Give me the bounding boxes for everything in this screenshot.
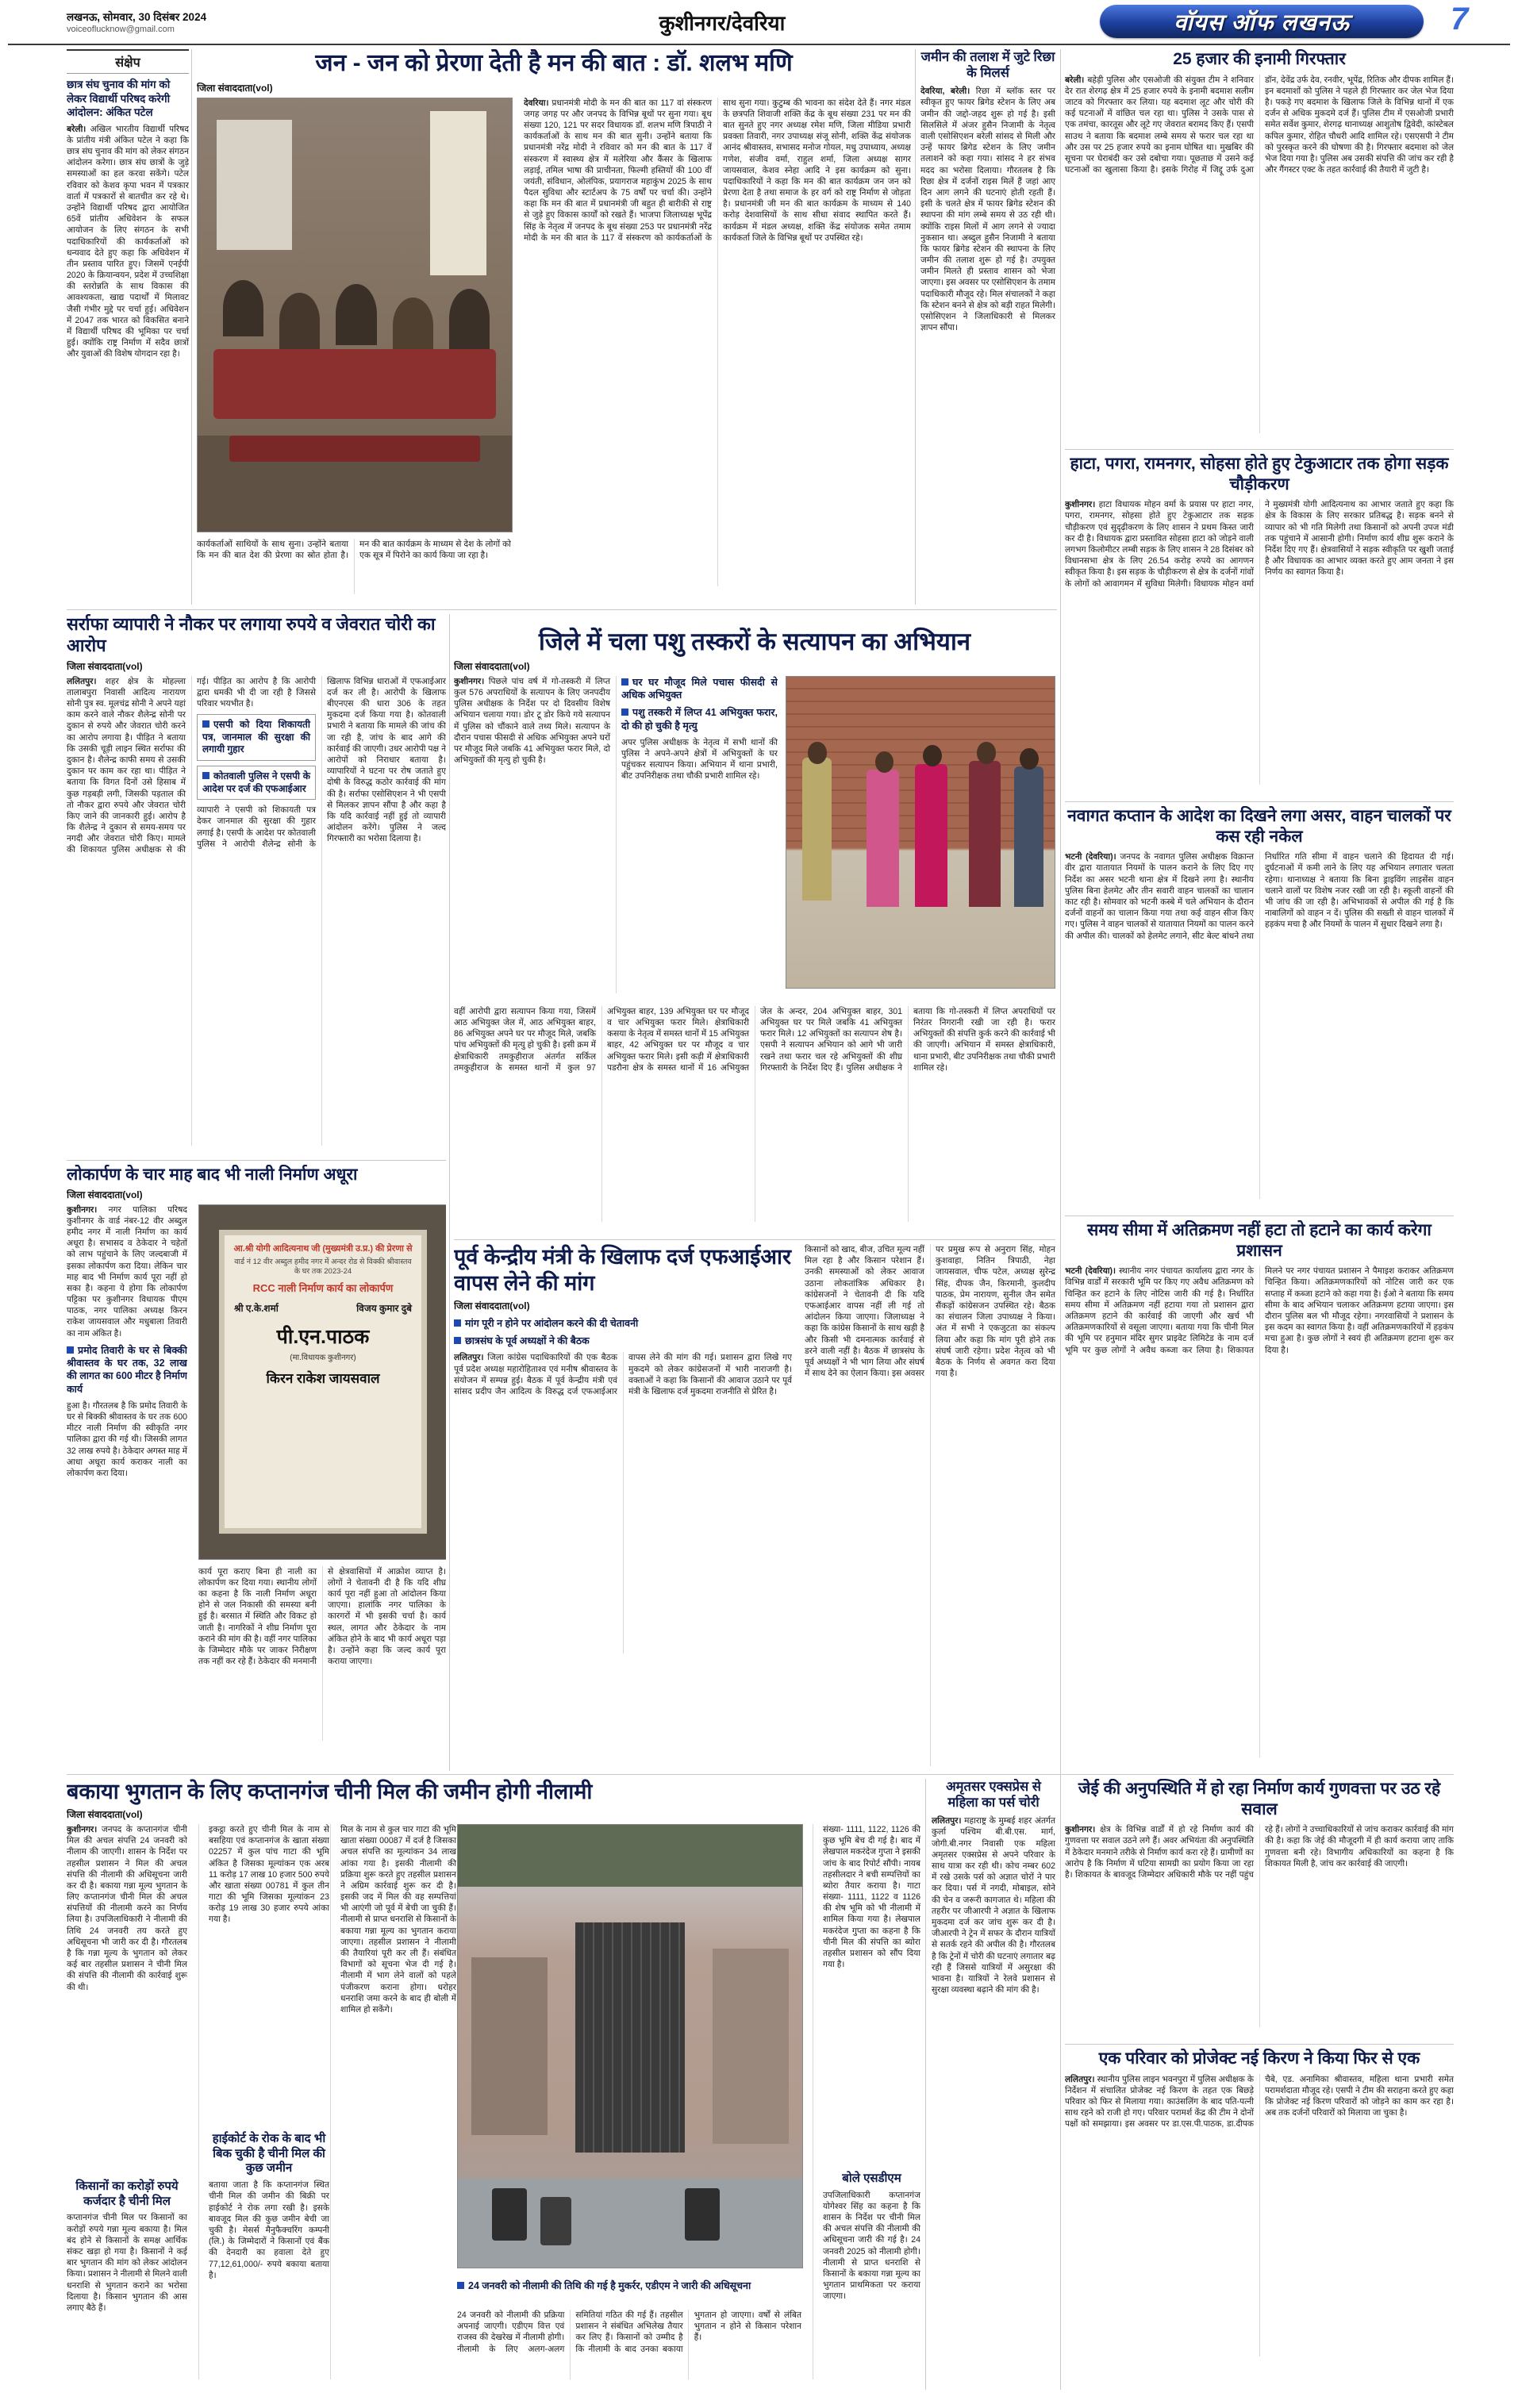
boxed-subhead: [197, 766, 316, 800]
plaque-line: आ.श्री योगी आदित्यनाथ जी (मुख्यमंत्री उ.प्र.) की प्रेरणा से: [233, 1243, 413, 1254]
photo-shape: [336, 284, 376, 344]
body-text: शहर क्षेत्र के मोहल्ला तालाबपुरा निवासी आदित्य नारायण सोनी पुत्र स्व. मूलचंद्र सोनी ने अपने यहां काम करने वाले नौकर शैलेन्द्र सोनी पर दुकान से रुपये और जेवरात चोरी करने का आरोप लगाया है। पीड़ित ने बताया कि उसकी चूड़ी लाइन स्थित सर्राफा की दुकान है। शैलेन्द्र काफी समय से उसकी दुकान पर काम कर रहा था। पीड़ित ने बताया कि विगत दिनों उसे हिसाब में कुछ गड़बड़ी लगी, जिसकी पड़ताल की तो नौकर द्वारा रुपये और जेवरात चोरी किए जाने की जानकारी हुई। आरोप है कि शैलेन्द्र ने दुकान से समय-समय पर नगदी और जेवरात चोरी किए। मामले की शिकायत पुलिस अधीक्षक से की गई। पीड़ित का आरोप है कि आरोपी द्वारा धमकी भी दी जा रही है जिससे परिवार भयभीत है।: [67, 676, 316, 855]
subhead-bullet: [457, 2279, 801, 2292]
body-text: बहेड़ी पुलिस और एसओजी की संयुक्त टीम ने शनिवार देर रात शेरगढ़ क्षेत्र में 25 हजार रुपये के इनामी बदमाश सलीम जाटव को गिरफ्तार कर लिया। यह बदमाश लूट और चोरी की कई घटनाओं में वांछित चल रहा था। पुलिस ने उसके पास से एक तमंचा, कारतूस और लूटे गए जेवरात बरामद किए हैं। एसपी साउथ ने बताया कि बदमाश लम्बे समय से फरार चल रहा था और उस पर 25 हजार रुपये का इनाम घोषित था। मुखबिर की सूचना पर घेराबंदी कर उसे दबोचा गया। पूछताछ में उसने कई घटनाओं का खुलासा किया है। इसके गिरोह में जिद्दू उर्फ दुआ डॉन, देवेंद्र उर्फ देव, रनवीर, भूपेंद्र, रितिक और दीपक शामिल हैं। इन बदमाशों को पुलिस ने पहले ही गिरफ्तार कर जेल भेज दिया है। पकड़े गए बदमाश के खिलाफ जिले के विभिन्न थानों में एक दर्जन से अधिक मुकदमे दर्ज हैं। पुलिस टीम में एसओजी प्रभारी समेत सर्वेश कुमार, शेरगढ़ थानाध्यक्ष आशुतोष द्विवेदी, कांस्टेबल कपिल कुमार, रोहित चौधरी आदि शामिल रहे। एसएसपी ने टीम को पुरस्कृत करने की घोषणा की है। गिरफ्तार बदमाश को जेल भेज दिया गया है। पुलिस अब उसकी संपत्ति की जांच कर रही है और गैंगस्टर एक्ट के तहत कार्रवाई की तैयारी में जुटी है।: [1065, 75, 1454, 175]
article-body: [67, 124, 189, 568]
inauguration-plaque-photo: [198, 1204, 446, 1560]
body-text: कार्य पूरा कराए बिना ही नाली का लोकार्पण कर दिया गया। स्थानीय लोगों का कहना है कि नाली निर्माण अधूरा होने से जल निकासी की समस्या बनी हुई है। बरसात में स्थिति और विकट हो जाती है। नागरिकों ने शीघ्र निर्माण पूरा कराने की मांग की है। वहीं नगर पालिका के जिम्मेदार मौके पर जाकर निरीक्षण तक नहीं कर रहे हैं। ठेकेदार की मनमानी से क्षेत्रवासियों में आक्रोश व्याप्त है। लोगों ने चेतावनी दी है कि यदि शीघ्र कार्य पूरा नहीं हुआ तो आंदोलन किया जाएगा। हालांकि नगर पालिका के कारगरों में भी इसकी चर्चा है। कार्य स्थल, लागत और ठेकेदार के नाम अंकित होने के बाद भी कार्य अधूरा पड़ा है। उन्होंने कहा कि जल्द कार्य पूरा कराया जाएगा।: [198, 1566, 446, 1667]
sub-article-body: [67, 2212, 187, 2363]
bullet-square-icon: [454, 1319, 461, 1327]
article-cattle-smugglers: [454, 627, 1055, 1236]
email-address: voiceoflucknow@gmail.com: [67, 25, 175, 34]
article-purse-theft: [932, 1779, 1055, 2390]
sub-article-body: [209, 2179, 329, 2362]
article-body: [1065, 851, 1454, 1199]
dateline: कुशीनगर।: [1065, 500, 1096, 510]
article-body-col3: [330, 1824, 456, 2379]
section-divider: [67, 609, 1057, 610]
plaque: [219, 1230, 427, 1534]
masthead: [1100, 5, 1424, 38]
dateline: बरेली।: [1065, 75, 1085, 85]
article-project-nai-kiran: [1065, 2049, 1454, 2390]
dateline: कुशीनगर।: [454, 676, 485, 686]
plaque-name-mla: पी.एन.पाठक: [276, 1326, 370, 1349]
photo-shape: [458, 1825, 802, 1887]
bullet-square-icon: [454, 1337, 461, 1344]
article-body: [454, 1352, 792, 1653]
body-text: 24 जनवरी को नीलामी की प्रक्रिया अपनाई जाएगी। एडीएम वित्त एवं राजस्व की देखरेख में नीलामी होगी। नीलामी के लिए अलग-अलग समितियां गठित की गई हैं। तहसील प्रशासन ने संबंधित अभिलेख तैयार कर लिए हैं। किसानों को उम्मीद है कि नीलामी के बाद उनका बकाया भुगतान हो जाएगा। वर्षों से लंबित भुगतान न होने से किसान परेशान हैं।: [457, 2310, 801, 2354]
photo-shape: [1020, 748, 1039, 770]
body-text: हाटा विधायक मोहन वर्मा के प्रयास पर हाटा नगर, पगरा, रामनगर, सोहसा होते हुए टेकुआटार तक सड़क चौड़ीकरण एवं सुदृढ़ीकरण के लिए शासन ने प्रथम किस्त जारी कर दी है। विधायक द्वारा प्रस्तावित सोहसा हाटा को जोड़ने वाली लगभग किलोमीटर लम्बी सड़क के लिए शासन ने 28 दिसंबर को विधानसभा क्षेत्र के लिए 26.54 करोड़ रुपये का आगणन स्वीकृत किया है। इस सड़क के चौड़ीकरण से क्षेत्र के दर्जनों गांवों के लोगों को आवागमन में सुविधा मिलेगी। विधायक मोहन वर्मा ने मुख्यमंत्री योगी आदित्यनाथ का आभार जताते हुए कहा कि क्षेत्र के विकास के लिए सरकार प्रतिबद्ध है। सड़क बनने से व्यापार को भी गति मिलेगी तथा किसानों को अपनी उपज मंडी तक पहुंचाने में आसानी होगी। निर्माण कार्य शीघ्र शुरू कराने के निर्देश दिए गए हैं। क्षेत्रवासियों ने सड़क स्वीकृति पर खुशी जताई है और विधायक का आभार व्यक्त करते हुए आम जनता ने इस निर्णय का स्वागत किया है।: [1065, 500, 1454, 589]
byline: जिला संवाददाता(vol): [197, 82, 273, 94]
photo-shape: [471, 1957, 547, 2134]
article-body-col2: [209, 1824, 329, 2126]
photo-shape: [540, 2197, 571, 2245]
sub-article-headline: बोले एसडीएम: [842, 2171, 901, 2185]
byline: जिला संवाददाता(vol): [67, 1808, 143, 1820]
masthead-title: वॉयस ऑफ लखनऊ: [1174, 10, 1350, 36]
dateline: ललितपुर।: [67, 676, 97, 686]
body-text: कार्यकर्ताओं साथियों के साथ सुना। उन्होंने बताया कि मन की बात देश की प्रेरणा का स्रोत होता है। मन की बात कार्यक्रम के माध्यम से देश के लोगों को एक सूत्र में पिरोने का कार्य किया जा रहा है।: [197, 539, 511, 560]
column-divider: [1060, 49, 1061, 2390]
article-body: [1065, 1265, 1454, 1757]
photo-shape: [867, 770, 899, 906]
article-body: [67, 1204, 187, 1741]
meeting-photo: [197, 98, 513, 532]
dateline: बरेली।: [67, 124, 86, 134]
body-text: वहीं आरोपी द्वारा सत्यापन किया गया, जिसमें आठ अभियुक्त जेल में, आठ अभियुक्त बाहर, 86 अभियुक्त अपने घर पर मौजूद मिले, जबकि पांच अभियुक्तों की मृत्यु हो चुकी है। इसी क्रम में क्षेत्राधिकारी तमकुहीराज अंतर्गत सर्किल तमकुहीराज के समस्त थानों में कुल 97 अभियुक्त बाहर, 139 अभियुक्त घर पर मौजूद व चार अभियुक्त फरार मिले। क्षेत्राधिकारी कसया के नेतृत्व में समस्त थानों में 15 अभियुक्त बाहर, 42 अभियुक्त घर पर मौजूद व चार अभियुक्त फरार मिले। इसी कड़ी में क्षेत्राधिकारी पडरौना क्षेत्र के समस्त थानों में 16 अभियुक्त जेल के अन्दर, 204 अभियुक्त बाहर, 301 अभियुक्त घर पर मिले जबकि 41 अभियुक्त फरार मिले। 12 अभियुक्तों का सत्यापन शेष है। एसपी ने सत्यापन अभियान को आगे भी जारी रखने तथा फरार चल रहे अभियुक्तों की शीघ्र गिरफ्तारी के निर्देश दिए हैं। पुलिस अधीक्षक ने बताया कि गो-तस्करी में लिप्त अपराधियों पर निरंतर निगरानी रखी जा रही है। फरार अभियुक्तों की संपत्ति कुर्क करने की कार्रवाई भी की जाएगी। अभियान में समस्त क्षेत्राधिकारी, थाना प्रभारी, बीट उपनिरीक्षक तथा चौकी प्रभारी शामिल रहे।: [454, 1006, 1055, 1073]
subhead-text: कोतवाली पुलिस ने एसपी के आदेश पर दर्ज की एफआईआर: [202, 770, 310, 794]
article-headline: एक परिवार को प्रोजेक्ट नई किरण ने किया फिर से एक: [1098, 2049, 1420, 2068]
article-encroachment-notice: [1065, 1220, 1454, 1771]
photo-shape: [802, 758, 832, 901]
header-rule: [8, 44, 1510, 45]
photo-shape: [223, 280, 263, 336]
article-je-absent-quality: [1065, 1779, 1454, 2041]
column-divider: [191, 49, 192, 605]
subhead-text: पशु तस्करी में लिप्त 41 अभियुक्त फरार, दो की हो चुकी है मृत्यु: [621, 707, 778, 732]
boxed-subhead: [197, 714, 316, 761]
body-text: महाराष्ट्र के मुम्बई शहर अंतर्गत कुर्ला पश्चिम बी.बी.एस. मार्ग, जोगी.बी.नगर निवासी एक महिला अमृतसर एक्सप्रेस से अपने परिवार के साथ यात्रा कर रही थी। कोच नम्बर 602 में रखे उसके पर्स को अज्ञात चोरों ने पार कर दिया। पर्स में नगदी, मोबाइल, सोने की चेन व जरूरी कागजात थे। महिला की तहरीर पर जीआरपी ने अज्ञात के खिलाफ मुकदमा दर्ज कर जांच शुरू कर दी है। जीआरपी ने ट्रेन में सफर के दौरान यात्रियों से सतर्क रहने की अपील की है। गौरतलब है कि ट्रेनों में चोरी की घटनाएं लगातार बढ़ रही हैं जिससे यात्रियों में असुरक्षा की भावना है। यात्रियों ने रेलवे प्रशासन से सुरक्षा व्यवस्था बढ़ाने की मांग की है।: [932, 1816, 1055, 1995]
article-inami-arrest: [1065, 49, 1454, 446]
subhead-bullet: [621, 706, 778, 732]
article-headline: जन - जन को प्रेरणा देती है मन की बात : डॉ. शलभ मणि: [315, 50, 793, 76]
dateline: देवरिया।: [524, 98, 549, 108]
body-text: जनपद के नवागत पुलिस अधीक्षक विक्रान्त वीर द्वारा यातायात नियमों के पालन कराने के लिए दिए गए निर्देश का असर भटनी थाना क्षेत्र में दिखने लगा है। स्थानीय पुलिस बिना हेलमेट और तीन सवारी वाहन चालकों का चालान काट रही है। सोमवार को भटनी कस्बे में चले अभियान के दौरान दर्जनों वाहनों का चालान किया गया तथा कई वाहन सीज किए गए। पुलिस ने वाहन चालकों से यातायात नियमों का पालन करने की अपील की। चालकों को हेलमेट लगाने, सीट बेल्ट बांधने तथा निर्धारित गति सीमा में वाहन चलाने की हिदायत दी गई। दुर्घटनाओं में कमी लाने के लिए यह अभियान लगातार चलता रहेगा। थानाध्यक्ष ने बताया कि बिना ड्राइविंग लाइसेंस वाहन चलाने वालों पर विशेष नजर रखी जा रही है। स्कूली वाहनों की भी जांच की जा रही है। अभिभावकों से अपील की गई है कि नाबालिगों को वाहन न दें। पुलिस की सख्ती से वाहन चालकों में हड़कंप मचा है और नियमों के पालन में सुधार दिखने लगा है।: [1065, 852, 1454, 941]
bullet-square-icon: [202, 772, 209, 779]
article-headline: जमीन की तलाश में जुटे रिछा के मिलर्स: [920, 50, 1055, 81]
subhead-text: छात्रसंघ के पूर्व अध्यक्षों ने की बैठक: [465, 1335, 590, 1347]
body-text: किसानों को खाद, बीज, उचित मूल्य नहीं मिल रहा है और किसान परेशान हैं। उनकी समस्याओं को लेकर आवाज उठाना लोकतांत्रिक अधिकार है। कांग्रेसजनों ने चेतावनी दी कि यदि एफआईआर वापस नहीं ली गई तो आंदोलन किया जाएगा। जिलाध्यक्ष ने कहा कि कांग्रेस किसानों के साथ खड़ी है और किसी भी दमनात्मक कार्रवाई से डरने वाली नहीं है। बैठक में छात्रसंघ के पूर्व अध्यक्षों ने भी भाग लिया और संघर्ष में साथ देने का ऐलान किया। इस अवसर पर प्रमुख रूप से अनुराग सिंह, मोहन कुशवाहा, नितिन त्रिपाठी, नेहा जायसवाल, चीफ पटेल, अध्यक्ष सुरेन्द्र सिंह, दीपक जैन, किरमानी, कुलदीप पाठक, प्रेम नारायण, सुनील जैन समेत सैंकड़ों कांग्रेसजन उपस्थित रहे। बैठक का संचालन जिला उपाध्यक्ष ने किया। अंत में सभी ने एकजुटता का संकल्प लिया और कहा कि मांग पूरी होने तक संघर्ष जारी रहेगा। प्रदेश नेतृत्व को भी बैठक के निर्णय से अवगत करा दिया गया है।: [805, 1245, 1055, 1379]
section-divider: [1065, 2044, 1454, 2045]
article-sarrafa-theft: [67, 614, 446, 1157]
subhead-bullet: [454, 1335, 792, 1347]
photo-shape: [393, 298, 433, 354]
section-divider: [67, 1160, 446, 1161]
article-richa-millers: [920, 49, 1055, 606]
photo-shape: [279, 293, 320, 349]
byline: जिला संवाददाता(vol): [454, 660, 530, 672]
article-body: [1065, 2074, 1454, 2356]
article-road-widening: [1065, 454, 1454, 798]
article-headline: छात्र संघ चुनाव की मांग को लेकर विद्यार्थी परिषद करेगी आंदोलन: अंकित पटेल: [67, 79, 171, 119]
sub-article-headline: किसानों का करोड़ों रुपये कर्जदार है चीनी मिल: [75, 2179, 179, 2208]
article-body: [920, 86, 1055, 586]
photo-shape: [430, 111, 486, 275]
article-body: [1065, 499, 1454, 785]
dateline: भटनी (देवरिया)।: [1065, 852, 1116, 862]
body-text: प्रधानमंत्री मोदी के मन की बात का 117 वां संस्करण जगह जगह पर और जनपद के विभिन्न बूथों पर सुना गया। बूथ संख्या 120, 121 पर सदर विधायक डॉ. शलभ मणि त्रिपाठी ने कार्यकर्ताओं के साथ मन की बात सुनी। उन्होंने बताया कि प्रधानमंत्री नरेंद्र मोदी ने रविवार को मन की बात के 117 वें संस्करण में स्वास्थ्य क्षेत्र में मलेरिया और कैंसर के खिलाफ लड़ाई, तमिल भाषा की प्राचीनता, फिल्मी हस्तियों की 100 वीं जयंती, संविधान, ओलंपिक, प्रयागराज महाकुंभ 2025 के साथ पैदल सुविधा और स्टार्टअप के 75 वर्षों पर चर्चा की। उन्होंने कहा कि मन की बात में प्रधानमंत्री जी बहुत ही बारीकी से राष्ट्र से जुड़े हुए विकास कार्यों को रखते हैं। भाजपा जिलाध्यक्ष भूपेंद्र सिंह के नेतृत्व में जनपद के बूथ संख्या 253 पर प्रधानमंत्री नरेंद्र मोदी के मन की बात के 117 वें संस्करण को कार्यकर्ताओं के साथ सुना गया। कुटुम्ब की भावना का संदेश देते हैं। नगर मंडल के छत्रपति शिवाजी शक्ति केंद्र के बूथ संख्या 231 पर मन की बात सुनते हुए नगर अध्यक्ष रमेश मणि, जिला मीडिया प्रभारी प्रवक्ता तिवारी, नगर उपाध्यक्ष संजू सोनी, शक्ति केंद्र संयोजक आनंद श्रीवास्तव, सभासद मनोज गोयल, मधु उपाध्याय, अध्यक्ष गणेश, संजीव वर्मा, राहुल शर्मा, जिला अध्यक्ष सागर जायसवाल, केशव स्नेहा आदि ने इस कार्यक्रम को सुना। पदाधिकारियों ने कहा कि मन की बात कार्यक्रम जन जन को प्रेरणा देता है तथा समाज के हर वर्ग को राष्ट्र निर्माण से जोड़ता है। प्रधानमंत्री जी मन की बात कार्यक्रम के माध्यम से 140 करोड़ देशवासियों के साथ सीधा संवाद स्थापित करते हैं। कार्यक्रम में मंडल अध्यक्ष, शक्ति केंद्र संयोजक समेत तमाम कार्यकर्ता जिले के विभिन्न बूथों पर उपस्थित रहे।: [524, 98, 911, 243]
subhead-text: घर घर मौजूद मिले पचास फीसदी से अधिक अभियुक्त: [621, 676, 778, 701]
photo-shape: [575, 1922, 686, 2153]
sub-article-body: [823, 2190, 920, 2364]
article-headline: 25 हजार की इनामी गिरफ्तार: [1173, 50, 1346, 68]
article-brief: [67, 49, 189, 606]
body-text: हुआ है। गौरतलब है कि प्रमोद तिवारी के घर से बिक्की श्रीवास्तव के घर तक 600 मीटर नाली निर्माण की स्वीकृति नगर पालिका द्वारा की गई थी। जिसकी लागत 32 लाख रुपये है। ठेकेदार अगस्त माह में आधा अधूरा कार्य कराकर नाली का लोकार्पण करा दिया।: [67, 1400, 187, 1478]
photo-shape: [685, 2188, 719, 2241]
article-body: [1065, 75, 1454, 433]
article-man-ki-baat: [197, 49, 911, 606]
plaque-name-mla-sub: (मा.विधायक कुशीनगर): [290, 1354, 356, 1363]
bullet-square-icon: [457, 2282, 464, 2289]
body-text: जिला कांग्रेस पदाधिकारियों की एक बैठक पूर्व प्रदेश अध्यक्ष महारोहिताश्व एवं मनीष श्रीवास्तव के संयोजन में सम्पन्न हुई। बैठक में पूर्व केन्द्रीय मंत्री एवं सांसद प्रदीप जैन आदित्य के विरुद्ध दर्ज एफआईआर वापस लेने की मांग की गई। प्रशासन द्वारा लिखे गए मुकदमे को लेकर कांग्रेसजनों में भारी नाराजगी है। वक्ताओं ने कहा कि किसानों की आवाज उठाने पर पूर्व मंत्री के खिलाफ दर्ज मुकदमा राजनीति से प्रेरित है।: [454, 1353, 792, 1396]
body-text: स्थानीय पुलिस लाइन भवनपुरा में पुलिस अधीक्षक के निर्देशन में संचालित प्रोजेक्ट नई किरण के तहत एक बिछड़े परिवार को फिर से मिलाया गया। काउंसलिंग के बाद पति-पत्नी साथ रहने को राजी हो गए। परिवार परामर्श केंद्र की टीम ने दोनों पक्षों को समझाया। इस अवसर पर डा.एस.पी.पाठक, डा.दीपक चैबे, एड. अनामिका श्रीवास्तव, महिला थाना प्रभारी समेत परामर्शदाता मौजूद रहे। एसपी ने टीम की सराहना करते हुए कहा कि प्रोजेक्ट नई किरण परिवारों को जोड़ने का काम कर रहा है। अब तक दर्जनों परिवारों को मिलाया जा चुका है।: [1065, 2074, 1454, 2130]
photo-shape: [492, 2188, 526, 2241]
article-headline: लोकार्पण के चार माह बाद भी नाली निर्माण अधूरा: [67, 1166, 358, 1184]
body-text: नगर पालिका परिषद कुशीनगर के वार्ड नंबर-12 वीर अब्दुल हमीद नगर में नाली निर्माण का कार्य अधूरा है। सभासद व ठेकेदार ने चहेतों को लाभ पहुंचाने के लिए जल्दबाजी में इसका लोकार्पण करा दिया। लेकिन चार माह बाद भी निर्माण कार्य पूरा नहीं हो सका है। कहना ये होगा कि लोकार्पण पट्टिका पर कुशीनगर विधायक पीएम पाठक, नगर पालिका अध्यक्ष किरन राकेश जायसवाल और मधुबाला तिवारी का नाम अंकित है।: [67, 1204, 187, 1338]
body-text: कप्तानगंज चीनी मिल पर किसानों का करोड़ों रुपये गन्ना मूल्य बकाया है। मिल बंद होने से किसानों के समक्ष आर्थिक संकट खड़ा हो गया है। किसानों ने कई बार भुगतान की मांग को लेकर आंदोलन किया। प्रशासन ने नीलामी से मिलने वाली धनराशि से भुगतान कराने का भरोसा दिलाया है। किसान भुगतान की आस लगाए बैठे हैं।: [67, 2213, 187, 2313]
article-body-under-photo: [198, 1566, 446, 1741]
bullet-square-icon: [621, 709, 628, 716]
body-text: बताया जाता है कि कप्तानगंज स्थित चीनी मिल की जमीन की बिक्री पर हाईकोर्ट ने रोक लगा रखी है। इसके बावजूद मिल की कुछ जमीन बेची जा चुकी है। मेसर्स मैनुफैक्चरिंग कम्पनी (लि.) के जिम्मेदारों ने किसानों एवं बैंक की देनदारी का हवाला देते हुए 77,12,61,000/- रुपये बकाया बताया है।: [209, 2180, 329, 2280]
article-body-under: [454, 1006, 1055, 1222]
article-body-right: [823, 1824, 920, 2165]
body-text: जनपद के कप्तानगंज चीनी मिल की अचल संपत्ति 24 जनवरी को नीलाम की जाएगी। शासन के निर्देश पर तहसील प्रशासन ने मिल की अचल संपत्ति की नीलामी की अधिसूचना जारी कर दी है। बकाया गन्ना मूल्य भुगतान के लिए कप्तानगंज चीनी मिल की अचल संपत्तियों की नीलामी करने का निर्णय लिया है। उपजिलाधिकारी ने नीलामी की तिथि 24 जनवरी तय करते हुए अधिसूचना भी जारी कर दी है। गौरतलब है कि गन्ना मूल्य के भुगतान को लेकर कई बार तहसील प्रशासन ने चीनी मिल की संपत्ति की नीलामी की कार्रवाई शुरू की थी।: [67, 1824, 187, 1992]
article-body-under-photo: [197, 539, 511, 594]
body-text: संख्या- 1111, 1122, 1126 की कुछ भूमि बेच दी गई है। बाद में लेखपाल मकरंदेज गुप्ता ने इसकी जांच के बाद रिपोर्ट सौंपी। नायब तहसीलदार ने बची सम्पत्तियों का ब्योरा तैयार कराया है। गाटा संख्या- 1111, 1122 व 1126 की शेष भूमि को भी नीलामी में शामिल किया गया है। लेखपाल मकरंदेज गुप्ता का कहना है कि चीनी मिल की संपत्ति का ब्योरा तहसील प्रशासन को सौंप दिया गया है।: [823, 1824, 920, 1970]
article-headline: पूर्व केन्द्रीय मंत्री के खिलाफ दर्ज एफआईआर वापस लेने की मांग: [454, 1245, 792, 1295]
byline: जिला संवाददाता(vol): [67, 660, 143, 672]
article-body-under-photo: [457, 2310, 801, 2379]
subhead-bullet: [67, 1344, 187, 1396]
column-divider: [915, 49, 916, 605]
subhead-text: एसपी को दिया शिकायती पत्र, जानमाल की सुरक्षा की लगायी गुहार: [202, 719, 310, 755]
photo-shape: [915, 764, 947, 907]
dateline: भटनी (देवरिया)।: [1065, 1266, 1116, 1277]
police-verification-photo: [786, 676, 1055, 989]
page-number: 7: [1451, 2, 1469, 36]
dateline: कुशीनगर।: [1065, 1825, 1096, 1835]
photo-shape: [217, 120, 292, 250]
photo-shape: [1014, 766, 1043, 906]
body-text: मिल के नाम से कुल चार गाटा की भूमि खाता संख्या 00087 में दर्ज है जिसका अचल संपत्ति का मूल्यांकन 34 लाख आंका गया है। इसकी नीलामी की प्रक्रिया शुरू करते हुए तहसील प्रशासन ने अग्रिम कार्रवाई शुरू कर दी है। इसकी जद में मिल की वह सम्पत्तियां भी आएंगी जो पूर्व में बेची जा चुकी हैं। नीलामी से प्राप्त धनराशि से किसानों के बकाया गन्ना मूल्य का भुगतान कराया जाएगा। तहसील प्रशासन ने नीलामी की तैयारियां पूरी कर ली हैं। संबंधित विभागों को सूचना भेज दी गई है। नीलामी में भाग लेने वालों को पहले पंजीकरण कराना होगा। धरोहर धनराशि जमा करने के बाद ही बोली में शामिल हो सकेंगे।: [340, 1824, 456, 2014]
subhead-text: मांग पूरी न होने पर आंदोलन करने की दी चेतावनी: [465, 1317, 639, 1329]
article-headline: बकाया भुगतान के लिए कप्तानगंज चीनी मिल की जमीन होगी नीलामी: [67, 1780, 593, 1803]
photo-shape: [808, 742, 827, 763]
photo-shape: [977, 742, 996, 763]
body-text: व्यापारी ने एसपी को शिकायती पत्र देकर जानमाल की सुरक्षा की गुहार लगाई है। एसपी के आदेश पर कोतवाली पुलिस ने आरोपी शैलेन्द्र सोनी के खिलाफ विभिन्न धाराओं में एफआईआर दर्ज कर ली है। आरोपी के खिलाफ बीएनएस की धारा 306 के तहत मुकदमा दर्ज किया गया है। कोतवाली प्रभारी ने बताया कि मामले की जांच की जा रही है, जांच के बाद आगे की कार्रवाई की जाएगी। उधर आरोपी पक्ष ने आरोपों को निराधार बताया है। व्यापारियों ने घटना पर रोष जताते हुए दोषी के विरुद्ध कठोर कार्रवाई की मांग की है। सर्राफा एसोसिएशन ने भी एसपी से मिलकर ज्ञापन सौंपा है और कहा है कि यदि कार्रवाई नहीं हुई तो व्यापारी आंदोलन करेंगे। पुलिस ने जल्द गिरफ्तारी का भरोसा दिलाया है।: [197, 676, 446, 849]
byline: जिला संवाददाता(vol): [454, 1300, 530, 1312]
article-headline: अमृतसर एक्सप्रेस से महिला का पर्स चोरी: [946, 1780, 1041, 1811]
plaque-name-left: श्री ए.के.शर्मा: [233, 1303, 279, 1315]
bullet-square-icon: [202, 720, 209, 728]
article-headline: जेई की अनुपस्थिति में हो रहा निर्माण कार्य गुणवत्ता पर उठ रहे सवाल: [1078, 1780, 1441, 1818]
body-text: अखिल भारतीय विद्यार्थी परिषद के प्रांतीय मंत्री अंकित पटेल ने कहा कि छात्र संघ चुनाव की मांग को लेकर संगठन आंदोलन करेगा। छात्र संघ छात्रों के जुड़े समस्याओं का हल करवा सकेंगे। पटेल रविवार को केशव कृपा भवन में पत्रकार वार्ता में पत्रकारों से बातचीत कर रहे थे। उन्होंने विद्यार्थी परिषद द्वारा आयोजित 65वें प्रांतीय अधिवेशन के सफल आयोजन के लिए संगठन के सभी पदाधिकारियों की कार्यकर्ताओं को धन्यवाद देते हुए कहा कि अधिवेशन में तीन प्रस्ताव पारित हुए। जिसमें एनईपी 2020 के क्रियान्वयन, प्रदेश में उच्चशिक्षा की स्तरोन्नति के साथ विकास की आवश्यकता, खाद्य पदार्थों में मिलावट जैसी गंभीर मुद्दे पर चर्चा हुई। अधिवेशन में 2047 तक भारत को विकसित बनाने में विद्यार्थी परिषद की भूमिका पर चर्चा हुई। क्योंकि राष्ट्र निर्माण में सदैव छात्रों और युवाओं की विशेष योगदान रहा है।: [67, 124, 189, 359]
article-body: [454, 676, 778, 993]
article-drain-incomplete: [67, 1165, 446, 1771]
body-text: रिछा में ब्लॉक स्तर पर स्वीकृत हुए फायर ब्रिगेड स्टेशन के लिए अब जमीन की जद्दो-जहद शुरू हो गई है। इसी सिलसिले में अंजर हुसैन निजामी के नेतृत्व वाली एसोसिएशन बरेली सांसद से मिली और उन्हें फायर ब्रिगेड स्टेशन के लिए जमीन तलाशने को कहा गया। सांसद ने हर संभव मदद का भरोसा दिलाया। गौरतलब है कि रिछा क्षेत्र में दर्जनों राइस मिलें हैं जहां आए दिन आग लगने की घटनाएं होती रहती हैं। इसी के चलते क्षेत्र में फायर ब्रिगेड स्टेशन की स्थापना की मांग लम्बे समय से उठ रही थी। क्योंकि राइस मिलों में आग लगने से ज्यादा नुकसान था। अब्दुल हुसैन निजामी ने बताया कि फायर ब्रिगेड स्टेशन की स्थापना के लिए जमीन की तलाश शुरू हो गई है। उपयुक्त जमीन मिलते ही प्रस्ताव शासन को भेजा जाएगा। इस अवसर पर एसोसिएशन के तमाम पदाधिकारी मौजूद रहे। मिल संचालकों ने कहा कि स्टेशन बनने से क्षेत्र को बड़ी राहत मिलेगी। एसोसिएशन ने जिलाधिकारी से मिलकर ज्ञापन सौंपा।: [920, 86, 1055, 333]
byline: जिला संवाददाता(vol): [67, 1189, 143, 1200]
photo-shape: [213, 349, 496, 418]
body-text: क्षेत्र के विभिन्न वार्डों में हो रहे निर्माण कार्य की गुणवत्ता पर सवाल उठने लगे हैं। अवर अभियंता की अनुपस्थिति में ठेकेदार मनमाने तरीके से निर्माण कार्य करा रहे हैं। ग्रामीणों का आरोप है कि निर्माण में घटिया सामग्री का प्रयोग किया जा रहा है। शिकायत के बावजूद जिम्मेदार अधिकारी मौके पर नहीं पहुंच रहे हैं। लोगों ने उच्चाधिकारियों से जांच कराकर कार्रवाई की मांग की है। कहा कि जेई की मौजूदगी में ही कार्य कराया जाए ताकि गुणवत्ता बनी रहे। विभागीय अधिकारियों का कहना है कि शिकायत मिली है, जांच कर कार्रवाई की जाएगी।: [1065, 1825, 1454, 1880]
article-body-continued: [805, 1244, 1055, 1766]
dateline: ललितपुर।: [1065, 2074, 1095, 2084]
plaque-line: वार्ड नं 12 वीर अब्दुल हमीद नगर में अन्दर रोड से विक्की श्रीवास्तव के घर तक 2023-24: [234, 1257, 412, 1277]
article-fir-withdrawal: [454, 1244, 1055, 1771]
sub-article-headline: हाईकोर्ट के रोक के बाद भी बिक चुकी है चीनी मिल की कुछ जमीन: [212, 2131, 326, 2176]
subhead-bullet: [454, 1317, 792, 1330]
body-text: अपर पुलिस अधीक्षक के नेतृत्व में सभी थानों की पुलिस ने अपने-अपने क्षेत्रों में अभियुक्तों के घर पहुंचकर सत्यापन किया। अभियान में थाना प्रभारी, बीट उपनिरीक्षक तथा चौकी प्रभारी शामिल रहे।: [621, 737, 778, 782]
article-body: [67, 676, 446, 1146]
bullet-square-icon: [67, 1346, 74, 1354]
section-label: संक्षेप: [67, 49, 189, 74]
body-text: इकट्ठा करते हुए चीनी मिल के नाम से बसहिया एवं कप्तानगंज के खाता संख्या 02257 में कुल पांच गाटा की भूमि अंकित है जिसका मूल्यांकन एक अरब 11 करोड़ 17 लाख 10 हजार 500 रुपये और खाता संख्या 00781 में कुल तीन गाटा की भूमि जिसका मूल्यांकन 23 करोड़ 19 लाख 30 हजार रुपये आंका गया है।: [209, 1824, 329, 1925]
body-text: स्थानीय नगर पंचायत कार्यालय द्वारा नगर के विभिन्न वार्डों में सरकारी भूमि पर किए गए अवैध अतिक्रमण को चिन्हित कर हटाने के लिए नोटिस जारी की गई है। निर्धारित समय सीमा में अतिक्रमण नहीं हटाया गया तो प्रशासन द्वारा अतिक्रमण हटाने की कार्रवाई की जाएगी और खर्च भी अतिक्रमणकारियों से वसूला जाएगा। बताया गया कि चीनी मिल की भूमि पर हनुमान मंदिर सुगर प्राइवेट लिमिटेड के नाम दर्ज भूमि पर कुछ लोगों ने अवैध कब्जा कर लिया है। शिकायत मिलने पर नगर पंचायत प्रशासन ने पैमाइश कराकर अतिक्रमण चिन्हित किया। अतिक्रमणकारियों को नोटिस जारी कर एक सप्ताह में कब्जा हटाने को कहा गया है। ईओ ने बताया कि समय सीमा के बाद अभियान चलाकर अतिक्रमण हटाया जाएगा। इस दौरान पुलिस बल भी मौजूद रहेगा। नगरवासियों ने प्रशासन के इस कदम का स्वागत किया है। वहीं अतिक्रमणकारियों में हड़कंप मचा हुआ है। कुछ लोगों ने स्वयं ही अतिक्रमण हटाना शुरू कर दिया है।: [1065, 1266, 1454, 1355]
dateline: ललितपुर।: [454, 1353, 484, 1363]
plaque-name-right: विजय कुमार दुबे: [356, 1303, 413, 1315]
article-new-sp-orders: [1065, 806, 1454, 1212]
photo-shape: [713, 1949, 788, 2144]
section-divider: [67, 1774, 1454, 1775]
photo-shape: [969, 761, 1001, 907]
plaque-line: RCC नाली निर्माण कार्य का लोकार्पण: [252, 1282, 394, 1295]
article-sugar-mill-auction: [67, 1779, 920, 2390]
article-headline: जिले में चला पशु तस्करों के सत्यापन का अभियान: [538, 628, 971, 655]
body-text: पिछले पांच वर्ष में गो-तस्करी में लिप्त कुल 576 अपराधियों के सत्यापन के लिए जनपदीय पुलिस अधीक्षक के निर्देश पर दो दिवसीय विशेष अभियान चलाया गया। डोर टू डोर किये गये सत्यापन में पुलिस को चौंकाने वाले तथ्य मिले। सत्यापन के दौरान पचास फीसदी से अधिक अभियुक्त अपने घरों पर मौजूद मिले जबकि 41 अभियुक्त फरार मिले, दो अभियुक्तों की मृत्यु हो चुकी है।: [454, 676, 610, 766]
article-headline: सर्राफा व्यापारी ने नौकर पर लगाया रुपये व जेवरात चोरी का आरोप: [67, 614, 436, 655]
photo-shape: [229, 436, 481, 462]
section-divider: [454, 1239, 1055, 1240]
dateline: ललितपुर।: [932, 1816, 962, 1826]
article-body: [524, 98, 911, 586]
column-divider: [925, 1779, 926, 2390]
date-line: लखनऊ, सोमवार, 30 दिसंबर 2024: [67, 11, 207, 23]
column-divider: [449, 614, 450, 1771]
article-headline: हाटा, पगरा, रामनगर, सोहसा होते हुए टेकुआटार तक होगा सड़क चौड़ीकरण: [1070, 455, 1449, 494]
dateline: देवरिया, बरेली।: [920, 86, 970, 97]
section-divider: [1065, 449, 1454, 450]
article-body: [1065, 1824, 1454, 2027]
plaque-name-chairman: किरन राकेश जायसवाल: [266, 1371, 380, 1387]
photo-shape: [449, 289, 490, 349]
subhead-text: 24 जनवरी को नीलामी की तिथि की गई है मुकर्रर, एडीएम ने जारी की अधिसूचना: [468, 2279, 751, 2291]
section-divider: [1065, 801, 1454, 802]
article-headline: समय सीमा में अतिक्रमण नहीं हटा तो हटाने का कार्य करेगा प्रशासन: [1087, 1221, 1432, 1260]
article-body: [932, 1815, 1055, 2363]
subhead-text: प्रमोद तिवारी के घर से बिक्की श्रीवास्तव के घर तक, 32 लाख की लागत का 600 मीटर है निर्माण कार्य: [67, 1344, 187, 1395]
subhead-bullet: [621, 676, 778, 702]
sugar-mill-photo: [457, 1824, 803, 2268]
article-headline: नवागत कप्तान के आदेश का दिखने लगा असर, वाहन चालकों पर कस रही नकेल: [1067, 807, 1451, 846]
dateline: कुशीनगर।: [67, 1204, 98, 1215]
article-body-col1: [67, 1824, 187, 2173]
edition-title: कुशीनगर/देवरिया: [659, 11, 786, 35]
bullet-square-icon: [621, 678, 628, 686]
dateline: कुशीनगर।: [67, 1824, 98, 1834]
body-text: उपजिलाधिकारी कप्तानगंज योगेश्वर सिंह का कहना है कि शासन के निर्देश पर चीनी मिल की अचल संपत्ति की नीलामी की अधिसूचना जारी की गई है। 24 जनवरी 2025 को नीलामी होगी। नीलामी से प्राप्त धनराशि से किसानों के बकाया गन्ना मूल्य का भुगतान प्राथमिकता पर कराया जाएगा।: [823, 2190, 920, 2302]
